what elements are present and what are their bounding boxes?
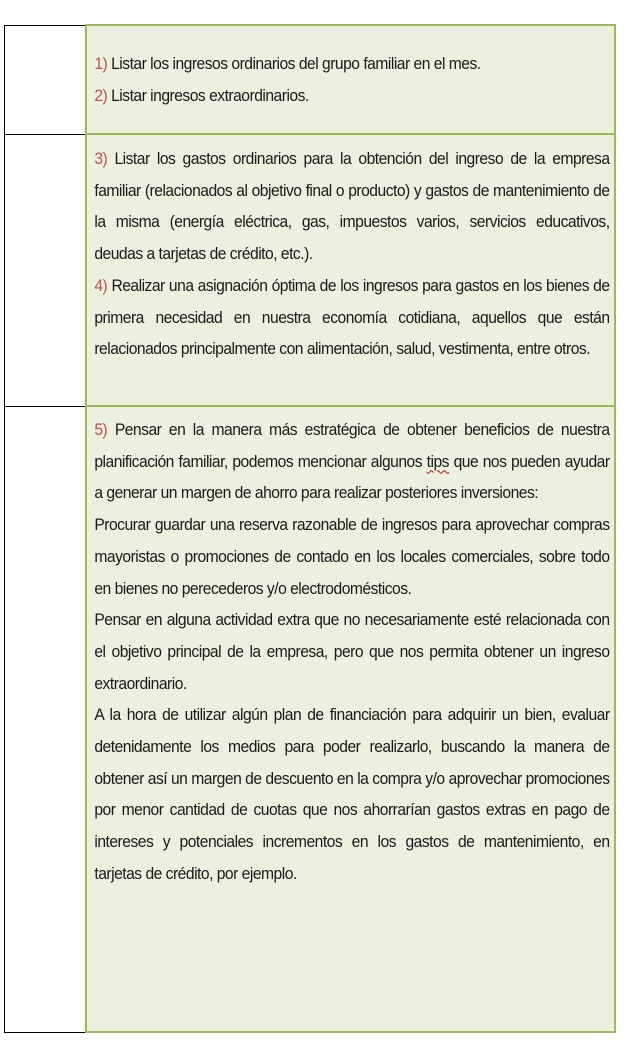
cell-text bbox=[87, 26, 613, 111]
item-number: 3) bbox=[94, 149, 108, 168]
item-number: 5) bbox=[94, 420, 108, 439]
empty-left-cell bbox=[5, 134, 87, 406]
list-item bbox=[94, 414, 609, 509]
spellcheck-word: tips bbox=[426, 451, 449, 471]
item-number: 4) bbox=[94, 275, 108, 295]
empty-left-cell bbox=[5, 25, 87, 134]
list-item bbox=[94, 80, 609, 112]
list-item bbox=[94, 270, 609, 365]
table-row bbox=[5, 134, 616, 406]
content-cell bbox=[86, 134, 615, 406]
cell-text bbox=[87, 135, 613, 365]
table-row bbox=[5, 406, 616, 1032]
cell-text bbox=[87, 407, 613, 890]
item-text: Realizar una asignación óptima de los ingresos para gastos en los bienes de primera necesidad en nuestra economía cotidiana, aquellos que están relacionados principalmente con alimentación, salud, vestimenta, entre otros. bbox=[94, 275, 610, 359]
steps-table bbox=[4, 24, 616, 1033]
content-cell bbox=[86, 25, 615, 134]
item-text: Listar los gastos ordinarios para la obtención del ingreso de la empresa familiar (relacionados al objetivo final o producto) y gastos de mantenimiento de la misma (energía eléctrica, gas, impuestos varios, servicios educativos, deudas a tarjetas de crédito, etc.). bbox=[94, 149, 610, 264]
item-text: Pensar en la manera más estratégica de obtener beneficios de nuestra planificación familiar, podemos mencionar algunos bbox=[94, 420, 610, 471]
empty-left-cell bbox=[5, 406, 87, 1032]
item-text: Listar ingresos extraordinarios. bbox=[107, 85, 309, 105]
tip-paragraph: Pensar en alguna actividad extra que no necesariamente esté relacionada con el objetivo principal de la empresa, pero que nos permita obtener un ingreso extraordinario. bbox=[94, 610, 610, 693]
item-text: Listar los ingresos ordinarios del grupo familiar en el mes. bbox=[107, 54, 481, 73]
tip-paragraph: A la hora de utilizar algún plan de financiación para adquirir un bien, evaluar detenidamente los medios para poder realizarlo, buscando la manera de obtener así un margen de descuento en la compra y/o aprovechar promociones por menor cantidad de cuotas que nos ahorrarían gastos extras en pago de intereses y potenciales incrementos en los gastos de mantenimiento, en tarjetas de crédito, por ejemplo. bbox=[94, 705, 610, 883]
list-item bbox=[94, 48, 609, 80]
tip-paragraph: Procurar guardar una reserva razonable de ingresos para aprovechar compras mayoristas o promociones de contado en los locales comerciales, sobre todo en bienes no perecederos y/o electrodomésticos. bbox=[94, 515, 610, 598]
content-cell bbox=[86, 406, 615, 1032]
item-number: 2) bbox=[94, 85, 108, 105]
item-text: que nos pueden ayudar a generar un margen de ahorro para realizar posteriores inversiones: bbox=[94, 451, 610, 503]
item-number: 1) bbox=[94, 54, 108, 73]
table-row bbox=[5, 25, 616, 134]
list-item bbox=[94, 143, 609, 270]
